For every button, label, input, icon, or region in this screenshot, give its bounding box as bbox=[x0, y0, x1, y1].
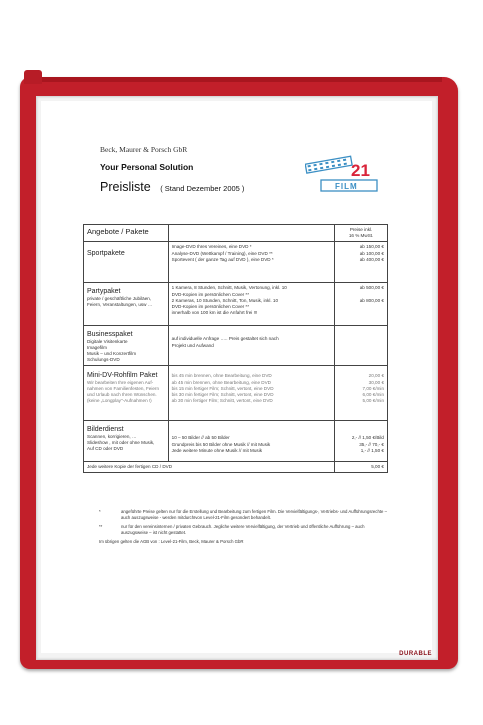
row-business-offer: Businesspaket Digitale Visitenkarte Imagefilm Musik – und Konzertfilm Schulungs-DVD bbox=[84, 326, 169, 366]
row-bilderdienst-prices: 2,- // 1,50 €/Bild 35,- // 70,- € 1,- // 1,50 € bbox=[335, 421, 388, 462]
logo-number: 21 bbox=[351, 161, 370, 180]
table-row-party bbox=[84, 283, 388, 326]
row-bilderdienst-offer: Bilderdienst Scannen, korrigieren, … Slideshow , mit oder ohne Musik, Auf CD oder DVD bbox=[84, 421, 169, 462]
frame-top-edge bbox=[42, 77, 442, 82]
footnote-1-text: angeführte Preise gelten nur für die Erstellung und Bearbeitung zum fertigen Film. Die Vervielfältigungs-, Vertriebs- und Aufführungsrechte – auch auszugsweise - werden mitdurchIvon Level-21-Film gesondert behandelt. bbox=[121, 509, 388, 520]
title-date: ( Stand Dezember 2005 ) bbox=[160, 184, 245, 193]
row-minidv-items: bis 45 min brennen, ohne Bearbeitung, eine DVD ab 45 min brennen, ohne Bearbeitung, eine DVD bis 15 min fertiger Film; Schnitt, vertont, eine DVD bis 30 min fertiger Film; Schnitt, vertont, eine DVD ab 30 min fertiger Film; Schnitt, vertont, eine DVD bbox=[168, 366, 335, 421]
row-minidv-offer: Mini-DV-Rohfilm Paket Wir bearbeiten Ihre eigenen Auf- nahmen von Familienfesten, Feiern und Urlaub nach Ihren Wünschen. (keine „Longplay"-Aufnahmen !) bbox=[84, 366, 169, 421]
table-row-sport bbox=[84, 242, 388, 283]
footnote-2 bbox=[99, 524, 389, 535]
row-party-items: 1 Kamera, 8 Stunden, Schnitt, Musik, Vertonung, inkl. 10 DVD-Kopien im persönlichen Cover ** 2 Kameras, 10 Stunden, Schnitt, Ton, Musik, inkl. 10 DVD-Kopien im persönlichen Cover ** innerhalb von 100 km ist die Anfahrt frei !!! bbox=[168, 283, 335, 326]
footnotes bbox=[99, 509, 389, 549]
document-subtitle: Your Personal Solution bbox=[100, 162, 194, 172]
table-header-row bbox=[84, 225, 388, 242]
table-row-minidv bbox=[84, 366, 388, 421]
row-sport-items: Image-DVD Ihres Vereines, eine DVD * Analyse-DVD (Wettkampf / Training), eine DVD ** Sportevent ( der ganze Tag auf DVD ), eine DVD * bbox=[168, 242, 335, 283]
level-21-film-logo bbox=[305, 146, 380, 196]
logo-word: FILM bbox=[335, 182, 358, 191]
row-sport-offer: Sportpakete bbox=[84, 242, 169, 283]
frame-brand-logo: DURABLE bbox=[399, 651, 432, 657]
footer-label: Jede weitere Kopie der fertigen CD / DVD bbox=[84, 462, 335, 473]
row-business-prices bbox=[335, 326, 388, 366]
table-row-bilderdienst bbox=[84, 421, 388, 462]
price-table bbox=[83, 224, 388, 473]
title-text: Preisliste bbox=[100, 180, 151, 194]
footnote-2-text: nur für den vereinsinternen / privaten Gebrauch. Jegliche weitere Vervielfältigung, der Vertrieb und öffentliche Aufführung – auch auszugsweise – ist nicht gestattet. bbox=[121, 524, 365, 535]
footnote-3-text: Im übrigen gelten die AGB von : Level-21-Film, Beck, Maurer & Porsch GbR bbox=[99, 539, 244, 544]
row-party-prices: ab 500,00 € ab 800,00 € bbox=[335, 283, 388, 326]
header-price: Preise inkl. 16 % MwSt. bbox=[335, 225, 388, 242]
header-details bbox=[168, 225, 335, 242]
footnote-2-mark: ** bbox=[99, 524, 103, 529]
footnote-1 bbox=[99, 509, 389, 520]
frame-hinge bbox=[24, 70, 42, 84]
table-footer-row bbox=[84, 462, 388, 473]
row-minidv-prices: 20,00 € 30,00 € 7,00 €/min 6,00 €/min 5,00 €/min bbox=[335, 366, 388, 421]
table-row-business bbox=[84, 326, 388, 366]
row-party-offer: Partypaket private / geschäftliche Jubiläen, Feiern, Veranstaltungen, usw … bbox=[84, 283, 169, 326]
footer-price: 5,00 € bbox=[335, 462, 388, 473]
row-sport-prices: ab 150,00 € ab 100,00 € ab 400,00 € bbox=[335, 242, 388, 283]
company-name: Beck, Maurer & Porsch GbR bbox=[100, 145, 188, 154]
row-business-items: auf individuelle Anfrage ….. Preis gestaltet sich nach Projekt und Aufwand bbox=[168, 326, 335, 366]
footnote-1-mark: * bbox=[99, 509, 101, 514]
footnote-3 bbox=[99, 539, 389, 545]
document-title bbox=[100, 180, 244, 194]
header-offers: Angebote / Pakete bbox=[84, 225, 169, 242]
row-bilderdienst-items: 10 – 50 Bilder // ab 50 Bilder Grundpreis bis 50 Bilder ohne Musik // mit Musik Jede weitere Minute ohne Musik // mit Musik bbox=[168, 421, 335, 462]
